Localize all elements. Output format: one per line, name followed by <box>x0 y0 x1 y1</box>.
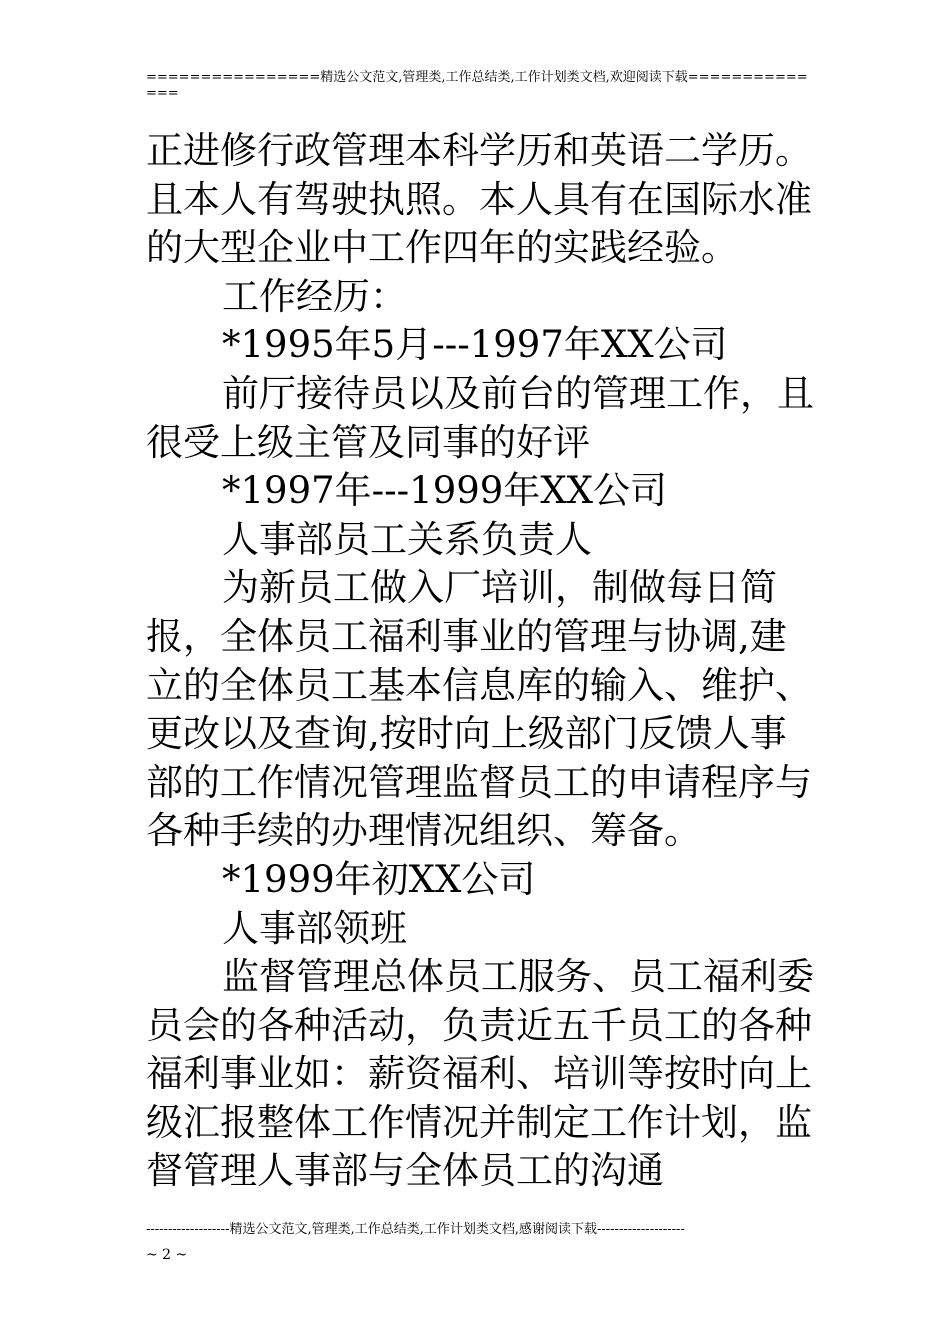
page-footer: -------------------精选公文范文,管理类,工作总结类,工作计划类文档,感谢阅读下载-------------------- <box>146 1222 685 1237</box>
job-title-1997: 人事部员工关系负责人 <box>222 517 592 561</box>
job-entry-1995: *1995年5月---1997年XX公司 <box>222 323 728 367</box>
page-number: ~ 2 ~ <box>146 1247 188 1263</box>
job-description-1997: 为新员工做入厂培训，制做每日简报，全体员工福利事业的管理与协调,建立的全体员工基本信息库的输入、维护、更改以及查询,按时向上级部门反馈人事部的工作情况管理监督员工的申请程序与各种手续的办理情况组织、筹备。 <box>146 566 812 853</box>
job-description-1999: 监督管理总体员工服务、员工福利委员会的各种活动，负责近五千员工的各种福利事业如：薪资福利、培训等按时向上级汇报整体工作情况并制定工作计划，监督管理人事部与全体员工的沟通 <box>146 955 814 1193</box>
page-header: ================精选公文范文,管理类,工作总结类,工作计划类文档,欢迎阅读下载============== <box>146 70 808 101</box>
job-title-1999: 人事部领班 <box>222 906 407 950</box>
job-entry-1997: *1997年---1999年XX公司 <box>222 469 668 513</box>
heading-work-experience: 工作经历： <box>222 274 407 318</box>
job-description-1995: 前厅接待员以及前台的管理工作，且很受上级主管及同事的好评 <box>146 371 814 464</box>
paragraph-education: 正进修行政管理本科学历和英语二学历。且本人有驾驶执照。本人具有在国际水准的大型企业中工作四年的实践经验。 <box>146 129 812 270</box>
job-entry-1999: *1999年初XX公司 <box>222 857 536 901</box>
document-body <box>146 127 816 1196</box>
